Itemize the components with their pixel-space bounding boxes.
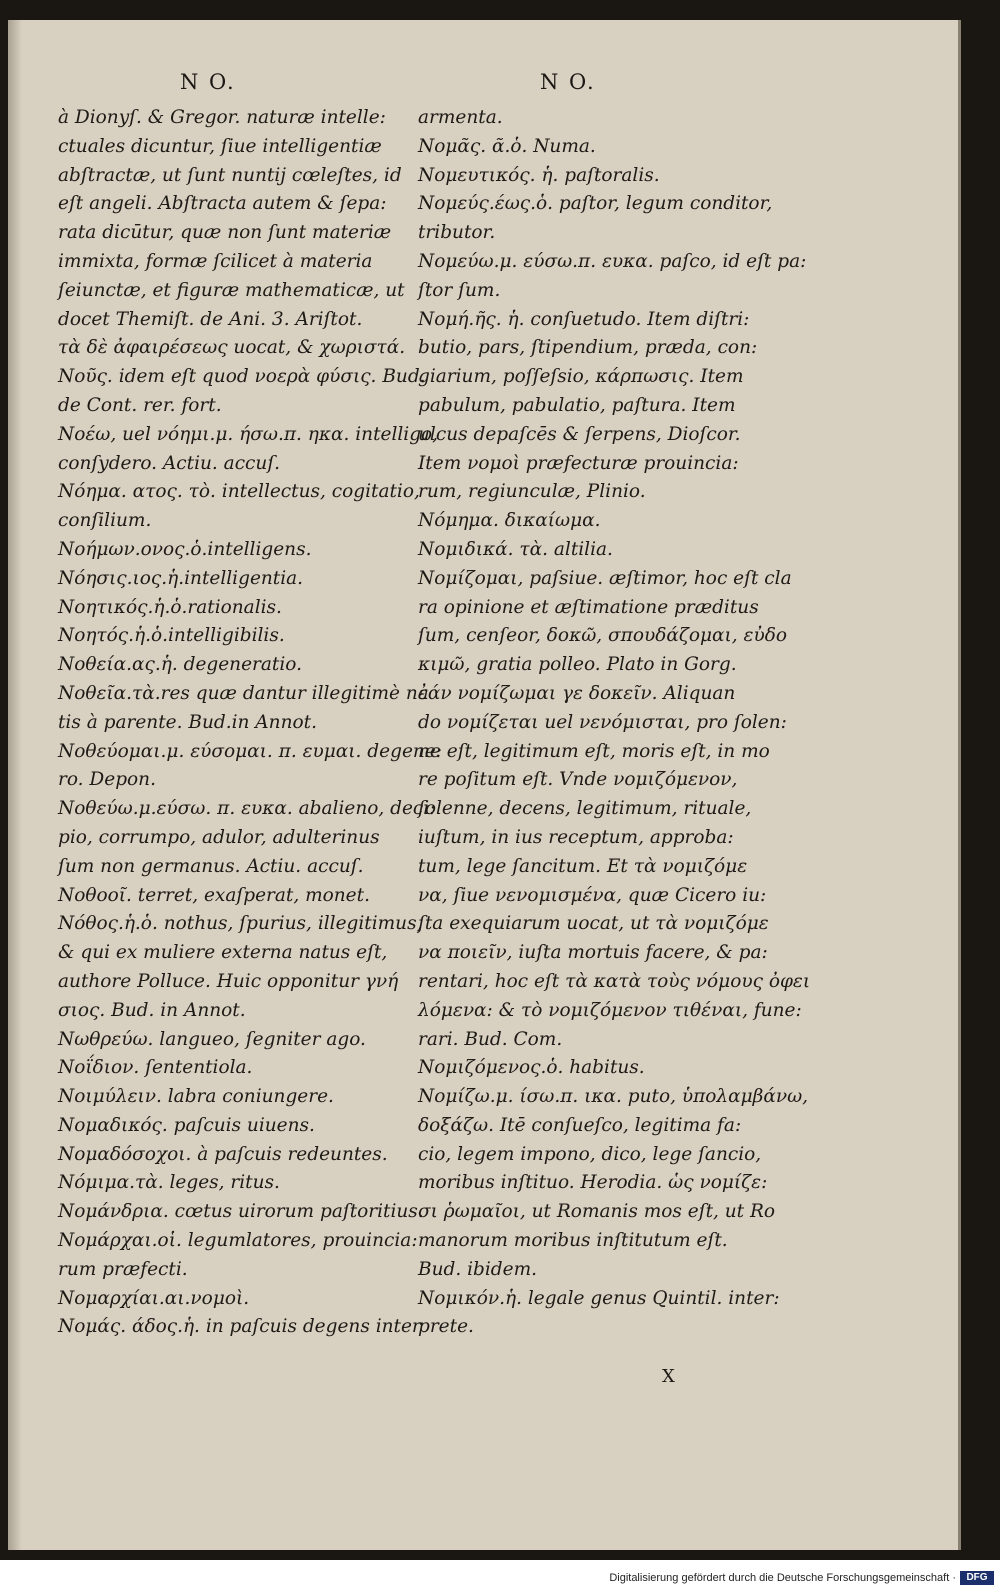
- page-gutter-shadow: [8, 20, 22, 1550]
- dictionary-line: Νομάνδρια. cœtus uirorum paſtoritius.: [58, 1201, 424, 1223]
- dictionary-line: moribus inſtituo. Herodia. ὡς νομίζε:: [418, 1172, 768, 1194]
- dictionary-line: butio, pars, ſtipendium, præda, con:: [418, 337, 758, 359]
- dictionary-line: να ποιεῖν, iuſta mortuis facere, & pa:: [418, 942, 768, 964]
- dictionary-line: docet Themiſt. de Ani. 3. Ariſtot.: [58, 308, 363, 330]
- dictionary-line: manorum moribus inſtitutum eſt.: [418, 1230, 728, 1252]
- dictionary-line: Νόημα. ατος. τὸ. intellectus, cogitatio,: [58, 481, 420, 503]
- dictionary-line: σιος. Bud. in Annot.: [58, 999, 246, 1021]
- dictionary-line: cio, legem impono, dico, lege ſancio,: [418, 1143, 762, 1165]
- dictionary-line: Νόμιμα.τὰ. leges, ritus.: [58, 1172, 280, 1194]
- dictionary-line: κιμῶ, gratia polleo. Plato in Gorg.: [418, 654, 737, 676]
- dictionary-line: ra opinione et æſtimatione præditus: [418, 596, 759, 618]
- dictionary-line: Νομή.ῆς. ἡ. conſuetudo. Item diſtri:: [418, 308, 750, 330]
- dictionary-line: eſt angeli. Abſtracta autem & ſepa:: [58, 193, 387, 215]
- dictionary-line: τὰ δὲ ἀφαιρέσεως uocat, & χωριστά.: [58, 337, 406, 359]
- dictionary-line: armenta.: [418, 107, 503, 128]
- dictionary-line: Νομαρχίαι.αι.νομοὶ.: [58, 1287, 250, 1309]
- dictionary-line: Νωθρεύω. langueo, ſegniter ago.: [58, 1028, 366, 1050]
- dictionary-line: authore Polluce. Huic opponitur γνή: [58, 970, 399, 992]
- dictionary-line: Νοέω, uel νόημι.μ. ήσω.π. ηκα. intelligo,: [58, 423, 439, 445]
- dictionary-line: Νοητός.ἡ.ὁ.intelligibilis.: [58, 625, 285, 647]
- dictionary-line: re poſitum eſt. Vnde νομιζόμενον,: [418, 769, 738, 791]
- dictionary-line: conſydero. Actiu. accuſ.: [58, 452, 281, 474]
- dictionary-line: rum præfecti.: [58, 1258, 188, 1280]
- dictionary-line: rari. Bud. Com.: [418, 1028, 563, 1050]
- dictionary-line: ulcus depaſcēs & ſerpens, Dioſcor.: [418, 423, 741, 445]
- funding-credit: Digitalisierung gefördert durch die Deutsche Forschungsgemeinschaft ·: [609, 1572, 956, 1584]
- dictionary-line: de Cont. rer. fort.: [58, 394, 222, 416]
- dictionary-line: ſtor ſum.: [418, 279, 501, 301]
- dictionary-line: immixta, formæ ſcilicet à materia: [58, 250, 373, 272]
- dictionary-line: Νόμημα. δικαίωμα.: [418, 510, 601, 532]
- dictionary-line: Νοθεύω.μ.εύσω. π. ευκα. abalieno, deci:: [58, 798, 436, 820]
- dictionary-line: tributor.: [418, 222, 496, 244]
- running-head-right: N O.: [540, 70, 596, 94]
- dictionary-line: σι ῥωμαῖοι, ut Romanis mos eſt, ut Ro: [418, 1201, 776, 1223]
- dictionary-line: Νοθοοῖ. terret, exaſperat, monet.: [58, 884, 370, 906]
- dictionary-line: tis à parente. Bud.in Annot.: [58, 711, 317, 733]
- dictionary-line: Νομαδικός. paſcuis uiuens.: [58, 1114, 315, 1136]
- dictionary-line: Νοθεῖα.τὰ.res quæ dantur illegitimè na: [58, 682, 429, 704]
- left-column: [58, 104, 442, 1342]
- dictionary-line: ctuales dicuntur, ſiue intelligentiæ: [58, 135, 382, 157]
- dictionary-line: Νοιμύλειν. labra coniungere.: [58, 1086, 334, 1108]
- dictionary-line: abſtractæ, ut ſunt nuntij cœleſtes, id: [58, 164, 402, 186]
- dictionary-line: ἐάν νομίζωμαι γε δοκεῖν. Aliquan: [418, 682, 736, 704]
- dictionary-line: pio, corrumpo, adulor, adulterinus: [58, 826, 380, 848]
- dictionary-line: iuſtum, in ius receptum, approba:: [418, 826, 734, 848]
- dictionary-line: ſum, cenſeor, δοκῶ, σπουδάζομαι, εὐδο: [418, 625, 787, 647]
- dictionary-line: ſolenne, decens, legitimum, rituale,: [418, 798, 752, 820]
- dictionary-line: ne eſt, legitimum eſt, moris eſt, in mo: [418, 740, 770, 762]
- dictionary-line: Νομιδικά. τὰ. altilia.: [418, 538, 613, 560]
- dictionary-line: Νόθος.ἡ.ὁ. nothus, ſpurius, illegitimus,: [58, 913, 423, 935]
- dictionary-line: Νομάρχαι.οἱ. legumlatores, prouincia:: [58, 1230, 418, 1252]
- dictionary-line: rata dicūtur, quæ non ſunt materiæ: [58, 222, 392, 244]
- signature-mark: X: [662, 1366, 675, 1387]
- dictionary-line: να, ſiue νενομισμένα, quæ Cicero iu:: [418, 884, 767, 906]
- dictionary-line: Νομάς. άδος.ἡ. in paſcuis degens inter: [58, 1316, 421, 1338]
- dictionary-line: prete.: [418, 1316, 474, 1338]
- dictionary-line: Νομίζομαι, paſsiue. æſtimor, hoc eſt cla: [418, 567, 792, 589]
- dictionary-line: Νοῦς. idem eſt quod νοερὰ φύσις. Bud.: [58, 366, 426, 388]
- dictionary-line: à Dionyſ. & Gregor. naturæ intelle:: [58, 107, 386, 128]
- dictionary-line: δοξάζω. Itē conſueſco, legitima fa:: [418, 1114, 742, 1136]
- dictionary-line: & qui ex muliere externa natus eſt,: [58, 942, 388, 964]
- dictionary-line: conſilium.: [58, 510, 152, 532]
- dictionary-line: Νομεύς.έως.ὁ. paſtor, legum conditor,: [418, 193, 773, 215]
- dictionary-line: Νοητικός.ἡ.ὁ.rationalis.: [58, 596, 282, 618]
- dictionary-line: Νοθεία.ας.ἡ. degeneratio.: [58, 654, 302, 676]
- dictionary-line: ſeiunctæ, et figuræ mathematicæ, ut: [58, 279, 405, 301]
- dictionary-line: do νομίζεται uel νενόμισται, pro ſolen:: [418, 711, 787, 733]
- dictionary-line: ro. Depon.: [58, 769, 156, 791]
- dictionary-line: Bud. ibidem.: [418, 1258, 538, 1280]
- dictionary-line: Νομευτικός. ἡ. paſtoralis.: [418, 164, 660, 186]
- running-head-left: N O.: [180, 70, 236, 94]
- dictionary-line: Νομεύω.μ. εύσω.π. ευκα. paſco, id eſt pa:: [418, 250, 807, 272]
- dictionary-line: rum, regiunculæ, Plinio.: [418, 481, 646, 503]
- right-column: [418, 104, 811, 1342]
- dictionary-line: Νόησις.ιος.ἡ.intelligentia.: [58, 567, 304, 589]
- dictionary-line: λόμενα: & τὸ νομιζόμενον τιθέναι, fune:: [418, 999, 802, 1021]
- dictionary-line: Νομιζόμενος.ὁ. habitus.: [418, 1057, 645, 1079]
- dictionary-line: ſta exequiarum uocat, ut τὰ νομιζόμε: [418, 913, 769, 935]
- dictionary-line: rentari, hoc eſt τὰ κατὰ τοὺς νόμους ὀφει: [418, 970, 811, 992]
- dictionary-line: ſum non germanus. Actiu. accuſ.: [58, 855, 364, 877]
- dictionary-line: Item νομοὶ præfecturæ prouincia:: [418, 452, 739, 474]
- dictionary-line: pabulum, pabulatio, paſtura. Item: [418, 394, 736, 416]
- dictionary-line: Νοΐδιον. ſententiola.: [58, 1057, 253, 1079]
- dictionary-line: Νομικόν.ἡ. legale genus Quintil. inter:: [418, 1287, 780, 1309]
- dictionary-line: giarium, poſſeſsio, κάρπωσις. Item: [418, 366, 744, 388]
- dictionary-line: tum, lege ſancitum. Et τὰ νομιζόμε: [418, 855, 748, 877]
- dictionary-line: Νομαδόσοχοι. à paſcuis redeuntes.: [58, 1143, 388, 1165]
- dictionary-line: Νοθεύομαι.μ. εύσομαι. π. ευμαι. degene:: [58, 740, 442, 762]
- dictionary-line: Νοήμων.ονος.ὁ.intelligens.: [58, 538, 312, 560]
- dictionary-line: Νομίζω.μ. ίσω.π. ικα. puto, ὑπολαμβάνω,: [418, 1086, 809, 1108]
- dictionary-line: Νομᾶς. ᾶ.ὁ. Numa.: [418, 135, 596, 157]
- dfg-logo: DFG: [960, 1571, 994, 1585]
